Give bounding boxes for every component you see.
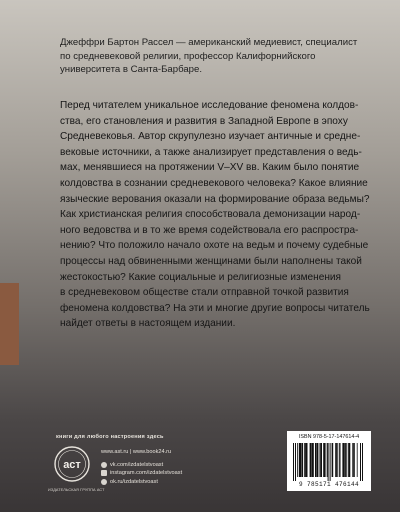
book-annotation [60, 98, 370, 332]
annotation-line: феномена колдовства? На эти и многие другие вопросы читатель [60, 302, 370, 314]
web-links[interactable]: www.ast.ru | www.book24.ru [101, 449, 172, 455]
annotation-line: Средневековья. Автор скрупулезно изучает античные и средне- [60, 131, 361, 143]
author-bio-line: университета в Санта-Барбаре. [60, 64, 203, 76]
social-link-instagram[interactable] [101, 469, 182, 478]
annotation-line: Как христианская религия способствовала демонизации народ- [60, 209, 361, 221]
vk-icon [101, 462, 107, 468]
ok-icon [101, 479, 107, 485]
isbn-label: ISBN 978-5-17-147614-4 [298, 434, 360, 440]
annotation-line: языческие верования оказали на формирование образа ведьмы? [60, 193, 370, 205]
annotation-line: Перед читателем уникальное исследование феномена колдов- [60, 100, 359, 111]
annotation-line: в средневековом обществе стали отправной точкой развития [60, 287, 349, 299]
author-bio-line: по средневековой религии, профессор Калифорнийского [60, 50, 316, 62]
annotation-line: процессы над обвиненными женщинами были наполнены такой [60, 255, 362, 267]
annotation-line: мах, менявшиеся на протяжении V–XV вв. Каким было понятие [60, 162, 360, 174]
publisher-links [101, 448, 182, 486]
social-link-text: instagram.com/izdatelstvoast [110, 470, 183, 477]
annotation-line: нению? Что положило начало охоте на ведьм и почему судебные [60, 240, 369, 252]
author-bio-line: Джеффри Бартон Рассел — американский медиевист, специалист [60, 37, 358, 48]
annotation-line: ства, его становления и развития в Западной Европе в эпоху [60, 115, 348, 127]
side-color-band [0, 283, 19, 365]
annotation-line: колдовства в сознании средневекового человека? Какое влияние [60, 177, 368, 189]
barcode-bars [292, 443, 366, 481]
annotation-line: жестокостью? Какие социальные и религиозные изменения [60, 271, 342, 283]
annotation-line: ного ведовства и в то же время содействовала его распростра- [60, 224, 359, 236]
publisher-caption: ИЗДАТЕЛЬСКАЯ ГРУППА АСТ [48, 488, 105, 492]
annotation-line: вековые источники, а также анализирует представления о ведь- [60, 146, 362, 158]
social-link-text: ok.ru/izdatelstvoast [110, 478, 158, 485]
ast-logo [54, 446, 90, 482]
social-link-ok[interactable] [101, 478, 182, 487]
social-link-vk[interactable] [101, 461, 182, 470]
annotation-line: найдет ответы в настоящем издании. [60, 318, 236, 330]
publisher-tagline: книги для любого настроения здесь [56, 434, 164, 440]
barcode-block [287, 431, 371, 491]
ast-logo-text: аст [63, 459, 81, 471]
social-link-text: vk.com/izdatelstvoast [110, 461, 164, 468]
barcode-digits: 9 785171 476144 [298, 481, 359, 488]
author-bio [60, 36, 360, 77]
instagram-icon [101, 470, 107, 476]
